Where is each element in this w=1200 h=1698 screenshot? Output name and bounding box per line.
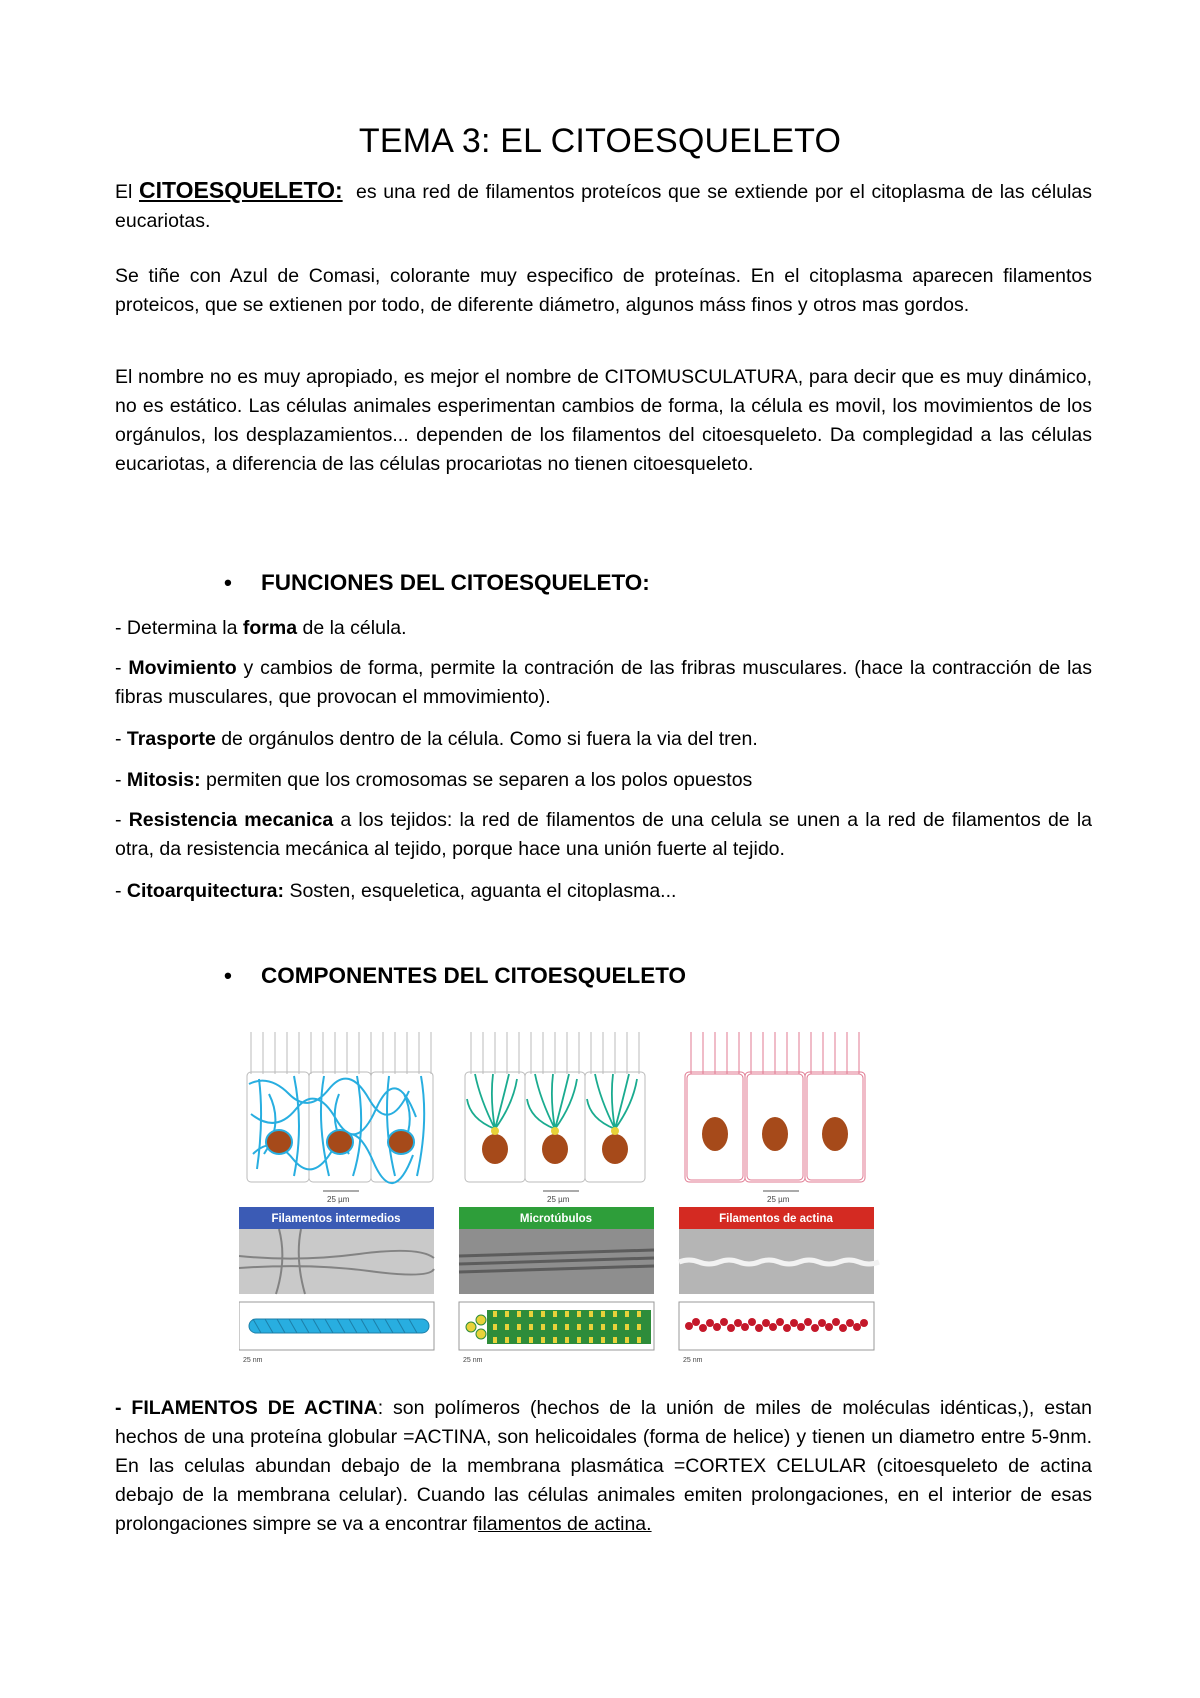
function-text: a los tejidos: la red de filamentos de una celula se unen a la red de filamentos de la otra, da resistencia mecánica al tejido, porque hace una unión fuerte al tejido.	[115, 809, 1092, 860]
function-text: y cambios de forma, permite la contración de las fribras musculares. (hace la contracción de las fibras musculares, que provocan el mmovimiento).	[115, 657, 1092, 708]
function-text: permiten que los cromosomas se separen a los polos opuestos	[200, 769, 753, 791]
cell-diagram-actin	[685, 1032, 865, 1182]
function-keyword: Mitosis:	[126, 769, 201, 791]
cell-diagram-intermediate	[247, 1032, 433, 1183]
cytoskeleton-figure	[239, 1024, 899, 1364]
function-keyword: Citoarquitectura:	[126, 880, 285, 902]
function-prefix: - Determina la	[115, 617, 243, 639]
actin-underlined: ilamentos de actina.	[478, 1513, 652, 1535]
label-microtubules: Microtúbulos	[519, 1213, 593, 1225]
fiber-model	[249, 1319, 429, 1333]
function-item	[115, 614, 1092, 643]
function-item	[115, 654, 1092, 712]
page-title: TEMA 3: EL CITOESQUELETO	[358, 122, 842, 160]
scale-label-bottom: 25 nm	[463, 1357, 483, 1364]
actin-paragraph	[115, 1394, 1092, 1539]
function-prefix: -	[115, 769, 127, 791]
function-prefix: -	[115, 728, 127, 750]
function-keyword: forma	[242, 617, 298, 639]
components-heading-text: COMPONENTES DEL CITOESQUELETO	[261, 963, 687, 988]
intro-paragraph	[115, 176, 1092, 236]
actin-heading: - FILAMENTOS DE ACTINA	[115, 1397, 378, 1419]
function-item	[115, 725, 1092, 754]
function-item	[115, 877, 1092, 906]
panel-microtubules	[459, 1032, 654, 1364]
function-text: Sosten, esqueletica, aguanta el citoplasma...	[284, 880, 677, 902]
scale-label-top: 25 µm	[547, 1195, 570, 1204]
function-keyword: Resistencia mecanica	[128, 809, 334, 831]
scale-label-top: 25 µm	[327, 1195, 350, 1204]
function-text: de orgánulos dentro de la célula. Como si fuera la via del tren.	[215, 728, 758, 750]
paragraph-name: El nombre no es muy apropiado, es mejor el nombre de CITOMUSCULATURA, para decir que es muy dinámico, no es estático. Las células animales esperimentan cambios de forma, la célula es movil, los movimientos de los orgánulos, los desplazamientos... dependen de los filamentos del citoesqueleto. Da complegidad a las células eucariotas, a diferencia de las células procariotas no tienen citoesqueleto.	[115, 366, 1092, 475]
intro-lead: El	[115, 181, 133, 203]
scale-label-bottom: 25 nm	[683, 1357, 703, 1364]
function-prefix: -	[115, 809, 129, 831]
function-prefix: -	[115, 657, 129, 679]
panel-intermediate-filaments	[239, 1032, 434, 1364]
function-prefix: -	[115, 880, 127, 902]
function-keyword: Trasporte	[126, 728, 216, 750]
function-item	[115, 806, 1092, 864]
intro-term: CITOESQUELETO:	[139, 177, 343, 203]
function-text: de la célula.	[297, 617, 407, 639]
components-bullet: •	[224, 963, 232, 988]
scale-label-bottom: 25 nm	[243, 1357, 263, 1364]
actin-text: : son polímeros (hechos de la unión de miles de moléculas idénticas,), estan hechos de una proteína globular =ACTINA, son helicoidales (forma de helice) y tienen un diametro entre 5-9nm. En las celulas abundan debajo de la membrana plasmática =CORTEX CELULAR (citoesqueleto de actina debajo de la membrana celular). Cuando las células animales emiten prolongaciones, en el interior de esas prolongaciones simpre se va a encontrar f	[115, 1397, 1092, 1535]
paragraph-staining: Se tiñe con Azul de Comasi, colorante muy especifico de proteínas. En el citoplasma aparecen filamentos proteicos, que se extienen por todo, de diferente diámetro, algunos máss finos y otros mas gordos.	[115, 265, 1092, 316]
scale-label-top: 25 µm	[767, 1195, 790, 1204]
label-intermediate: Filamentos intermedios	[271, 1213, 401, 1225]
cell-diagram-microtubules	[465, 1032, 645, 1182]
micrograph	[239, 1229, 434, 1294]
intro-definition: es una red de filamentos proteícos que se extiende por el citoplasma de las células eucariotas.	[115, 181, 1092, 232]
panel-actin-filaments	[679, 1032, 879, 1364]
function-keyword: Movimiento	[128, 657, 237, 679]
fiber-model	[466, 1310, 651, 1344]
label-actin: Filamentos de actina	[719, 1213, 833, 1225]
function-item	[115, 766, 1092, 795]
functions-heading-text: FUNCIONES DEL CITOESQUELETO:	[261, 570, 650, 595]
functions-bullet: •	[224, 570, 232, 595]
